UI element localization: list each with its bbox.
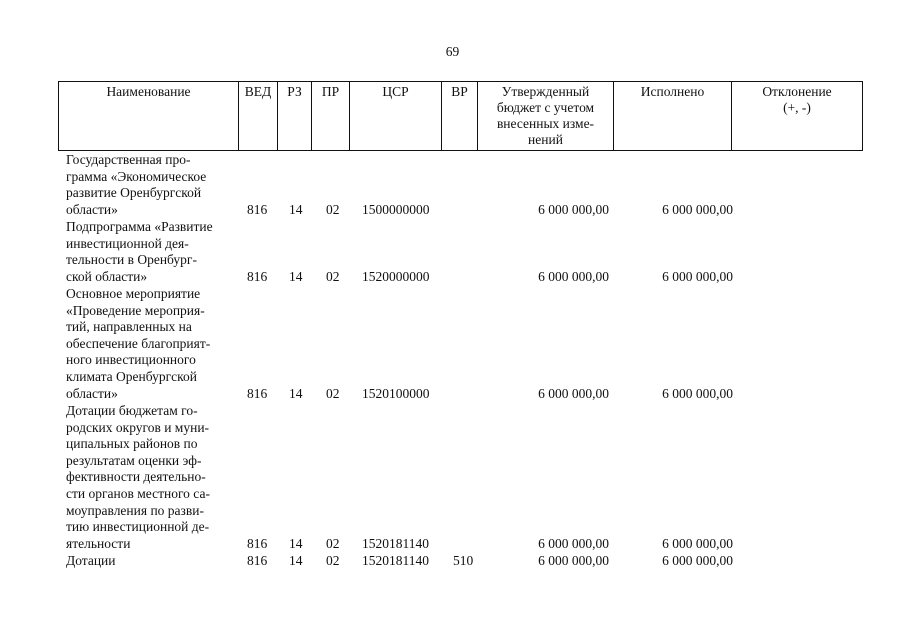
row-pr: 02 xyxy=(326,202,340,217)
row-ved: 816 xyxy=(247,202,268,217)
header-ved: ВЕД xyxy=(239,82,278,151)
header-vr: ВР xyxy=(442,82,478,151)
row-csr: 1520000000 xyxy=(362,269,430,284)
row-ved: 816 xyxy=(247,269,268,284)
row-approved: 6 000 000,00 xyxy=(538,269,609,284)
row-executed: 6 000 000,00 xyxy=(662,386,733,401)
header-deviation: Отклонение (+, -) xyxy=(732,82,863,151)
row-csr: 1520100000 xyxy=(362,386,430,401)
header-rz: РЗ xyxy=(278,82,312,151)
page-number: 69 xyxy=(445,44,460,59)
row-ved: 816 xyxy=(247,536,268,551)
header-approved: Утвержденный бюджет с учетом внесенных изме- нений xyxy=(478,82,614,151)
row-rz: 14 xyxy=(289,536,303,551)
header-name: Наименование xyxy=(59,82,239,151)
row-executed: 6 000 000,00 xyxy=(662,269,733,284)
row-name: Дотации xyxy=(66,553,116,568)
row-ved: 816 xyxy=(247,553,268,568)
row-executed: 6 000 000,00 xyxy=(662,553,733,568)
row-executed: 6 000 000,00 xyxy=(662,536,733,551)
row-approved: 6 000 000,00 xyxy=(538,202,609,217)
row-name: Основное мероприятие «Проведение мероприя- тий, направленных на обеспечение благоприят- ного инвестиционного климата Оренбургской области» xyxy=(66,286,211,401)
row-csr: 1520181140 xyxy=(362,536,429,551)
row-approved: 6 000 000,00 xyxy=(538,386,609,401)
row-name: Государственная про- грамма «Экономическое развитие Оренбургской области» xyxy=(66,152,207,217)
row-pr: 02 xyxy=(326,553,340,568)
row-name: Подпрограмма «Развитие инвестиционной дея- тельности в Оренбург- ской области» xyxy=(66,219,213,284)
header-executed: Исполнено xyxy=(614,82,732,151)
row-pr: 02 xyxy=(326,386,340,401)
row-vr: 510 xyxy=(453,553,474,568)
header-pr: ПР xyxy=(312,82,350,151)
row-ved: 816 xyxy=(247,386,268,401)
row-rz: 14 xyxy=(289,269,303,284)
row-approved: 6 000 000,00 xyxy=(538,536,609,551)
budget-table-header xyxy=(58,81,863,151)
row-pr: 02 xyxy=(326,536,340,551)
row-approved: 6 000 000,00 xyxy=(538,553,609,568)
row-rz: 14 xyxy=(289,202,303,217)
row-csr: 1520181140 xyxy=(362,553,429,568)
row-rz: 14 xyxy=(289,553,303,568)
header-csr: ЦСР xyxy=(350,82,442,151)
row-pr: 02 xyxy=(326,269,340,284)
row-executed: 6 000 000,00 xyxy=(662,202,733,217)
row-name: Дотации бюджетам го- родских округов и муни- ципальных районов по результатам оценки эф- фективности деятельно- сти органов местного са- моуправления по разви- тию инвестиционной де- ятельности xyxy=(66,403,210,551)
row-csr: 1500000000 xyxy=(362,202,430,217)
row-rz: 14 xyxy=(289,386,303,401)
